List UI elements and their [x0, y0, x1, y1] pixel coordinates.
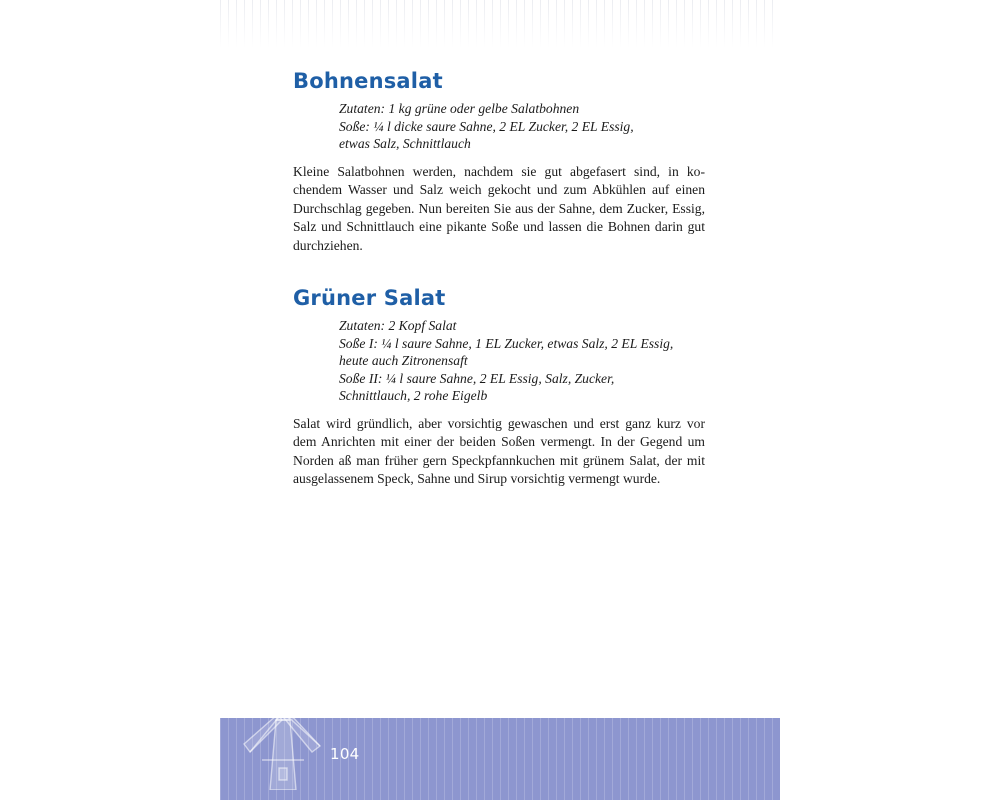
- windmill-icon: [232, 660, 332, 790]
- book-page: [220, 0, 780, 800]
- ingredient-line: heute auch Zitronensaft: [339, 353, 468, 368]
- recipe-title: Bohnensalat: [293, 69, 443, 93]
- ingredient-line: Soße: ¼ l dicke saure Sahne, 2 EL Zucker, 2 EL Essig,: [339, 118, 634, 134]
- ingredient-line: Zutaten: 1 kg grüne oder gelbe Salatbohnen: [339, 101, 580, 116]
- recipe-method: Kleine Salatbohnen werden, nachdem sie gut abgefasert sind, in kochendem Wasser und Salz weich gekocht und zum Abkühlen auf einen Durchschlag gegeben. Nun bereiten Sie aus der Sahne, dem Zucker, Essig, Salz und Schnittlauch eine pikante Soße und lassen die Bohnen darin gut durchziehen.: [293, 163, 705, 253]
- recipe-method: Salat wird gründlich, aber vorsichtig gewaschen und erst ganz kurz vor dem Anrichten mit einer der beiden Soßen vermengt. In der Gegend um Norden aß man früher gern Speckpfannkuchen mit grünem Salat, der mit ausgelassenem Speck, Sahne und Sirup vorsichtig vermengt wurde.: [293, 415, 705, 486]
- ingredient-line: Soße I: ¼ l saure Sahne, 1 EL Zucker, etwas Salz, 2 EL Essig,: [339, 335, 674, 351]
- page-content: [293, 64, 705, 489]
- ingredient-line: Zutaten: 2 Kopf Salat: [339, 318, 457, 333]
- page-number: 104: [330, 745, 360, 763]
- recipe-title: Grüner Salat: [293, 286, 446, 310]
- ingredient-line: Schnittlauch, 2 rohe Eigelb: [339, 388, 488, 403]
- recipe-bohnensalat: [293, 64, 705, 255]
- recipe-gruener-salat: [293, 281, 705, 489]
- ingredient-line: Soße II: ¼ l saure Sahne, 2 EL Essig, Salz, Zucker,: [339, 370, 615, 386]
- ingredients-list: [339, 317, 705, 405]
- ingredient-line: etwas Salz, Schnittlauch: [339, 136, 471, 151]
- top-stripe-decoration: [220, 0, 780, 48]
- ingredients-list: [339, 100, 705, 153]
